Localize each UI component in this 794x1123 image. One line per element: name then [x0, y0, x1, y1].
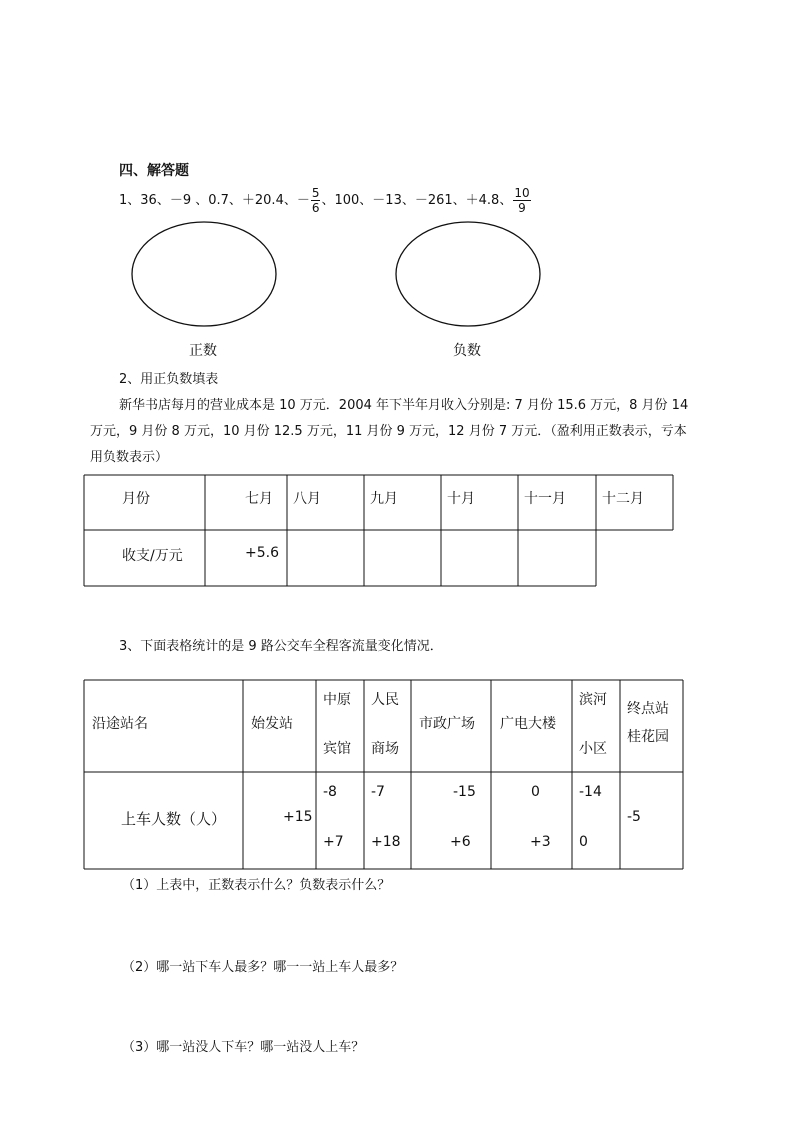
- station-zhongyuan-line2: 宾馆: [323, 741, 351, 757]
- negative-set-ellipse: [396, 222, 540, 326]
- station-renmin-line2: 商场: [371, 741, 399, 757]
- station-binhe-line2: 小区: [579, 741, 607, 757]
- table-cell-november: 十一月: [524, 491, 566, 507]
- station-shizheng: 市政广场: [419, 716, 475, 732]
- table-cell-july: 七月: [245, 491, 273, 507]
- value-renmin-on: +18: [371, 834, 401, 850]
- value-binhe-off: -14: [579, 784, 602, 800]
- q3-subquestion-1: （1）上表中，正数表示什么？负数表示什么？: [122, 878, 391, 893]
- table-header-income: 收支/万元: [122, 548, 183, 564]
- station-start: 始发站: [251, 716, 293, 732]
- value-start: +15: [283, 809, 313, 825]
- q3-subquestion-3: （3）哪一站没人下车？哪一站没人上车？: [122, 1040, 365, 1055]
- table-cell-december: 十二月: [602, 491, 644, 507]
- station-renmin-line1: 人民: [371, 692, 399, 708]
- q2-text-line1: 新华书店每月的营业成本是 10 万元．2004 年下半年月收入分别是: 7 月份 15.6 万元，8 月份 14: [119, 398, 689, 413]
- value-guangdian-off: 0: [531, 784, 540, 800]
- section-title: 四、解答题: [119, 163, 189, 179]
- value-zhongyuan-on: +7: [323, 834, 344, 850]
- table-cell-october: 十月: [447, 491, 475, 507]
- q3-title: 3、下面表格统计的是 9 路公交车全程客流量变化情况．: [119, 639, 443, 654]
- table-cell-july-value: +5.6: [245, 545, 279, 561]
- boarding-row-label: 上车人数（人）: [121, 810, 227, 828]
- value-binhe-on: 0: [579, 834, 588, 850]
- q1-middle: 、100、－13、－261、＋4.8、: [321, 193, 513, 208]
- bus-header-label: 沿途站名: [92, 716, 148, 732]
- q2-text-line2: 万元，9 月份 8 万元，10 月份 12.5 万元，11 月份 9 万元，12 月份 7 万元．（盈利用正数表示，亏本: [90, 424, 687, 439]
- station-guangdian: 广电大楼: [500, 716, 556, 732]
- negative-label: 负数: [453, 343, 481, 359]
- value-zhongyuan-off: -8: [323, 784, 337, 800]
- fraction-ten-ninths: $\frac{10}{9}$: [514, 186, 530, 215]
- station-zhongyuan-line1: 中原: [323, 692, 351, 708]
- value-guangdian-on: +3: [530, 834, 551, 850]
- positive-set-ellipse: [132, 222, 276, 326]
- table-cell-august: 八月: [293, 491, 321, 507]
- station-terminal-line2: 桂花园: [627, 729, 669, 745]
- fraction-five-sixths: $\frac{5}{6}$: [311, 186, 320, 215]
- value-terminal: -5: [627, 809, 641, 825]
- q3-subquestion-2: （2）哪一站下车人最多？哪一一站上车人最多？: [122, 960, 404, 975]
- table-header-month: 月份: [122, 491, 150, 507]
- station-terminal-line1: 终点站: [627, 701, 669, 717]
- q1-prefix: 1、36、－9 、0.7、＋20.4、－: [119, 193, 310, 208]
- value-shizheng-off: -15: [453, 784, 476, 800]
- table-cell-september: 九月: [370, 491, 398, 507]
- q2-title: 2、用正负数填表: [119, 372, 219, 387]
- positive-label: 正数: [189, 343, 217, 359]
- value-shizheng-on: +6: [450, 834, 471, 850]
- q2-text-line3: 用负数表示）: [90, 450, 169, 465]
- station-binhe-line1: 滨河: [579, 692, 607, 708]
- value-renmin-off: -7: [371, 784, 385, 800]
